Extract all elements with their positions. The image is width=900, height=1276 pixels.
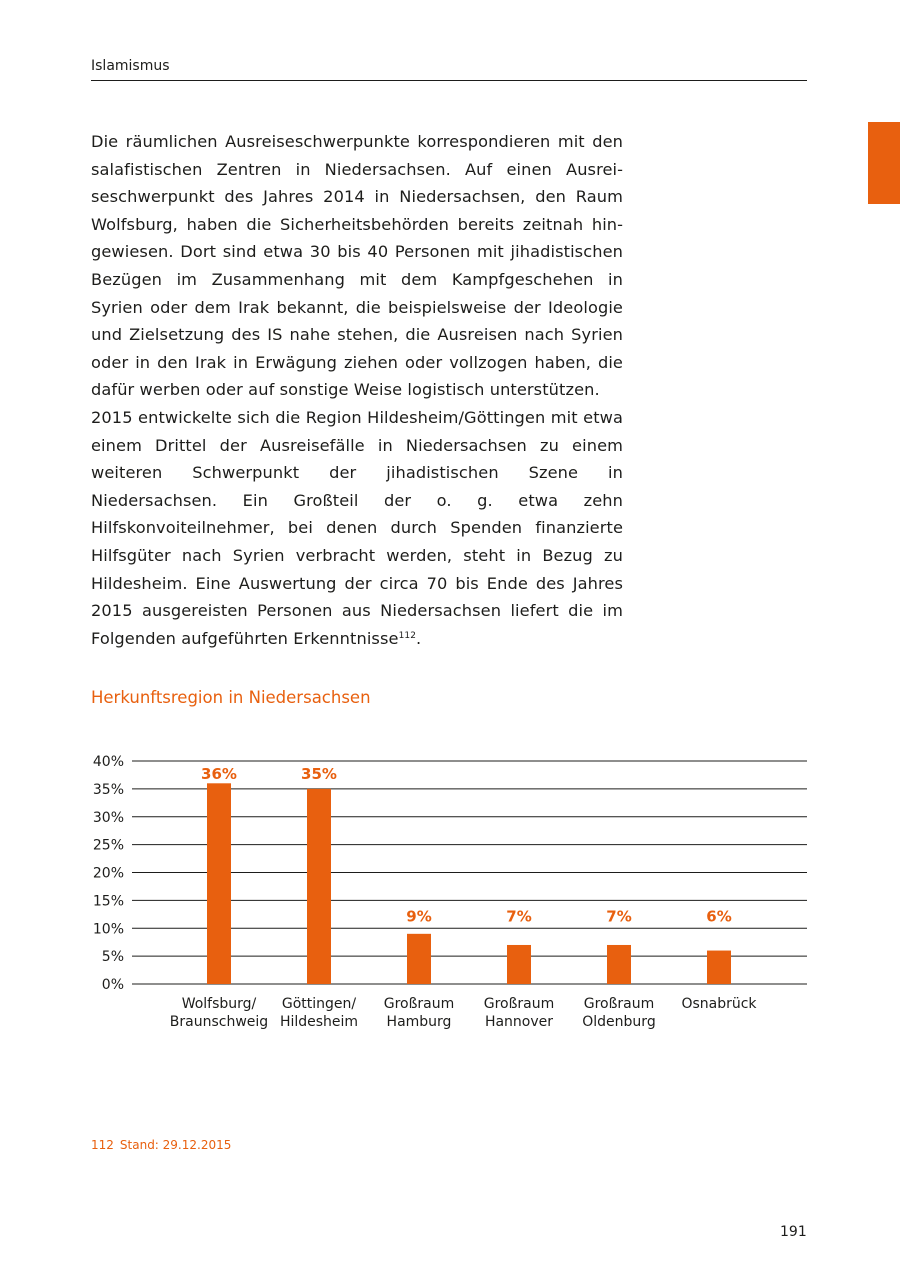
footnote-text: Stand: 29.12.2015 xyxy=(119,1138,232,1152)
y-tick-label: 25% xyxy=(92,837,124,854)
paragraph-2 xyxy=(91,404,623,652)
body-text xyxy=(91,128,623,652)
bar xyxy=(607,945,631,984)
y-tick-label: 10% xyxy=(92,921,124,938)
paragraph-2-text: 2015 entwickelte sich die Region Hildesheim/Göttingen mit etwa einem Drittel der Ausreisefälle in Niedersachsen zu einem weiteren Schwerpunkt der jihadistischen Szene in Niedersachsen. Ein Großteil der o. g. etwa zehn Hilfskonvoiteilnehmer, bei denen durch Spenden finanzierte Hilfsgüter nach Syrien verbracht werden, steht in Bezug zu Hildesheim. Eine Auswertung der circa 70 bis Ende des Jahres 2015 ausgereisten Personen aus Niedersachsen liefert die im Folgenden aufgeführten Erkenntnisse xyxy=(91,407,623,648)
chart-gridlines xyxy=(132,761,807,984)
chart-bars xyxy=(207,783,731,984)
y-tick-label: 40% xyxy=(92,754,124,770)
bar-chart xyxy=(0,740,900,1040)
y-tick-label: 15% xyxy=(92,893,124,910)
x-tick-label: Göttingen/ xyxy=(281,996,357,1012)
x-tick-label: Großraum xyxy=(483,996,555,1012)
value-label: 7% xyxy=(506,907,532,926)
footnote-reference[interactable]: 112 xyxy=(398,630,417,641)
x-tick-label: Hamburg xyxy=(386,1014,452,1030)
bar xyxy=(307,789,331,984)
page-number: 191 xyxy=(780,1224,807,1240)
x-tick-label: Osnabrück xyxy=(681,996,757,1012)
x-tick-label: Oldenburg xyxy=(582,1014,656,1030)
y-tick-label: 20% xyxy=(92,865,124,882)
chart-x-ticks xyxy=(170,996,758,1030)
bar xyxy=(707,951,731,984)
y-tick-label: 35% xyxy=(92,781,124,798)
y-tick-label: 5% xyxy=(101,949,124,966)
x-tick-label: Hannover xyxy=(484,1014,554,1030)
paragraph-1: Die räumlichen Ausreiseschwerpunkte korrespondieren mit den salafistischen Zentren in Niedersachsen. Auf einen Ausreiseschwerpunkt des Jahres 2014 in Niedersachsen, den Raum Wolfsburg, haben die Sicherheitsbehörden bereits zeitnah hingewiesen. Dort sind etwa 30 bis 40 Personen mit jihadistischen Bezügen im Zusammenhang mit dem Kampfgeschehen in Syrien oder dem Irak bekannt, die beispielsweise der Ideologie und Zielsetzung des IS nahe stehen, die Ausreisen nach Syrien oder in den Irak in Erwägung ziehen oder vollzogen haben, die dafür werben oder auf sonstige Weise logistisch unterstützen. xyxy=(91,132,623,400)
value-label: 6% xyxy=(706,907,732,926)
value-label: 35% xyxy=(301,765,337,783)
x-tick-label: Braunschweig xyxy=(169,1014,269,1030)
bar xyxy=(507,945,531,984)
value-label: 7% xyxy=(606,907,632,926)
x-tick-label: Hildesheim xyxy=(279,1014,359,1030)
x-tick-label: Wolfsburg/ xyxy=(181,996,257,1012)
value-label: 36% xyxy=(201,765,237,783)
chart-title: Herkunftsregion in Niedersachsen xyxy=(91,688,371,707)
paragraph-2-end: . xyxy=(416,628,422,648)
chapter-tab-marker xyxy=(868,122,900,204)
y-tick-label: 0% xyxy=(101,977,124,993)
running-head: Islamismus xyxy=(91,58,170,74)
bar xyxy=(207,783,231,984)
value-label: 9% xyxy=(406,907,432,926)
y-tick-label: 30% xyxy=(92,809,124,826)
x-tick-label: Großraum xyxy=(383,996,455,1012)
bar xyxy=(407,934,431,984)
x-tick-label: Großraum xyxy=(583,996,655,1012)
chart-y-ticks xyxy=(93,754,124,993)
header-rule xyxy=(91,80,807,81)
footnote xyxy=(91,1138,231,1152)
footnote-number: 112 xyxy=(91,1138,114,1152)
